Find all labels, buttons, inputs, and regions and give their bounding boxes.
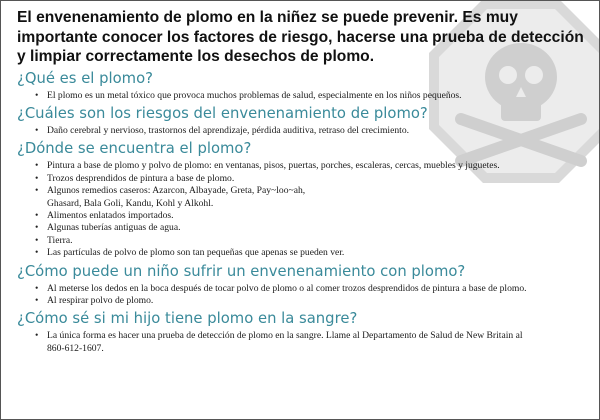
bullet-list bbox=[17, 90, 589, 102]
bullet-list bbox=[17, 283, 589, 308]
list-item: • Algunos remedios caseros: Azarcon, Albayade, Greta, Pay~loo~ah, Ghasard, Bala Goli, Kandu, Kohl y Alkohl. bbox=[47, 185, 589, 210]
section-where-found bbox=[17, 140, 589, 259]
list-item: • Alimentos enlatados importados. bbox=[47, 210, 589, 222]
list-item: • Al respirar polvo de plomo. bbox=[47, 295, 589, 307]
bullet-list bbox=[17, 160, 589, 259]
list-item: • Trozos desprendidos de pintura a base de plomo. bbox=[47, 173, 589, 185]
section-what-is-lead bbox=[17, 70, 589, 102]
section-how-poisoned bbox=[17, 263, 589, 308]
list-item: • Pintura a base de plomo y polvo de plomo: en ventanas, pisos, puertas, porches, escaleras, cercas, muebles y juguetes. bbox=[47, 160, 589, 172]
section-heading: ¿Dónde se encuentra el plomo? bbox=[17, 140, 252, 158]
list-item: • Daño cerebral y nervioso, trastornos del aprendizaje, pérdida auditiva, retraso del crecimiento. bbox=[47, 125, 589, 137]
list-item: • Algunas tuberías antiguas de agua. bbox=[47, 222, 589, 234]
section-heading: ¿Qué es el plomo? bbox=[17, 69, 153, 87]
list-item: • Tierra. bbox=[47, 235, 589, 247]
intro-text: El envenenamiento de plomo en la niñez se puede prevenir. Es muy importante conocer los factores de riesgo, hacerse una prueba de detección y limpiar correctamente los desechos de plomo. bbox=[17, 9, 584, 65]
list-item: • El plomo es un metal tóxico que provoca muchos problemas de salud, especialmente en los niños pequeños. bbox=[47, 90, 589, 102]
section-risks bbox=[17, 105, 589, 137]
list-item: • Al meterse los dedos en la boca después de tocar polvo de plomo o al comer trozos desprendidos de pintura a base de plomo. bbox=[47, 283, 589, 295]
bullet-list bbox=[17, 125, 589, 137]
section-heading: ¿Cuáles son los riesgos del envenenamiento de plomo? bbox=[17, 104, 428, 122]
section-heading: ¿Cómo puede un niño sufrir un envenenamiento con plomo? bbox=[17, 262, 466, 280]
section-heading: ¿Cómo sé si mi hijo tiene plomo en la sangre? bbox=[17, 310, 358, 328]
bullet-list bbox=[17, 330, 589, 355]
section-blood-test bbox=[17, 310, 589, 355]
list-item: • La única forma es hacer una prueba de detección de plomo en la sangre. Llame al Departamento de Salud de New Britain al 860-612-1607. bbox=[47, 330, 589, 355]
list-item: • Las partículas de polvo de plomo son tan pequeñas que apenas se pueden ver. bbox=[47, 247, 589, 259]
